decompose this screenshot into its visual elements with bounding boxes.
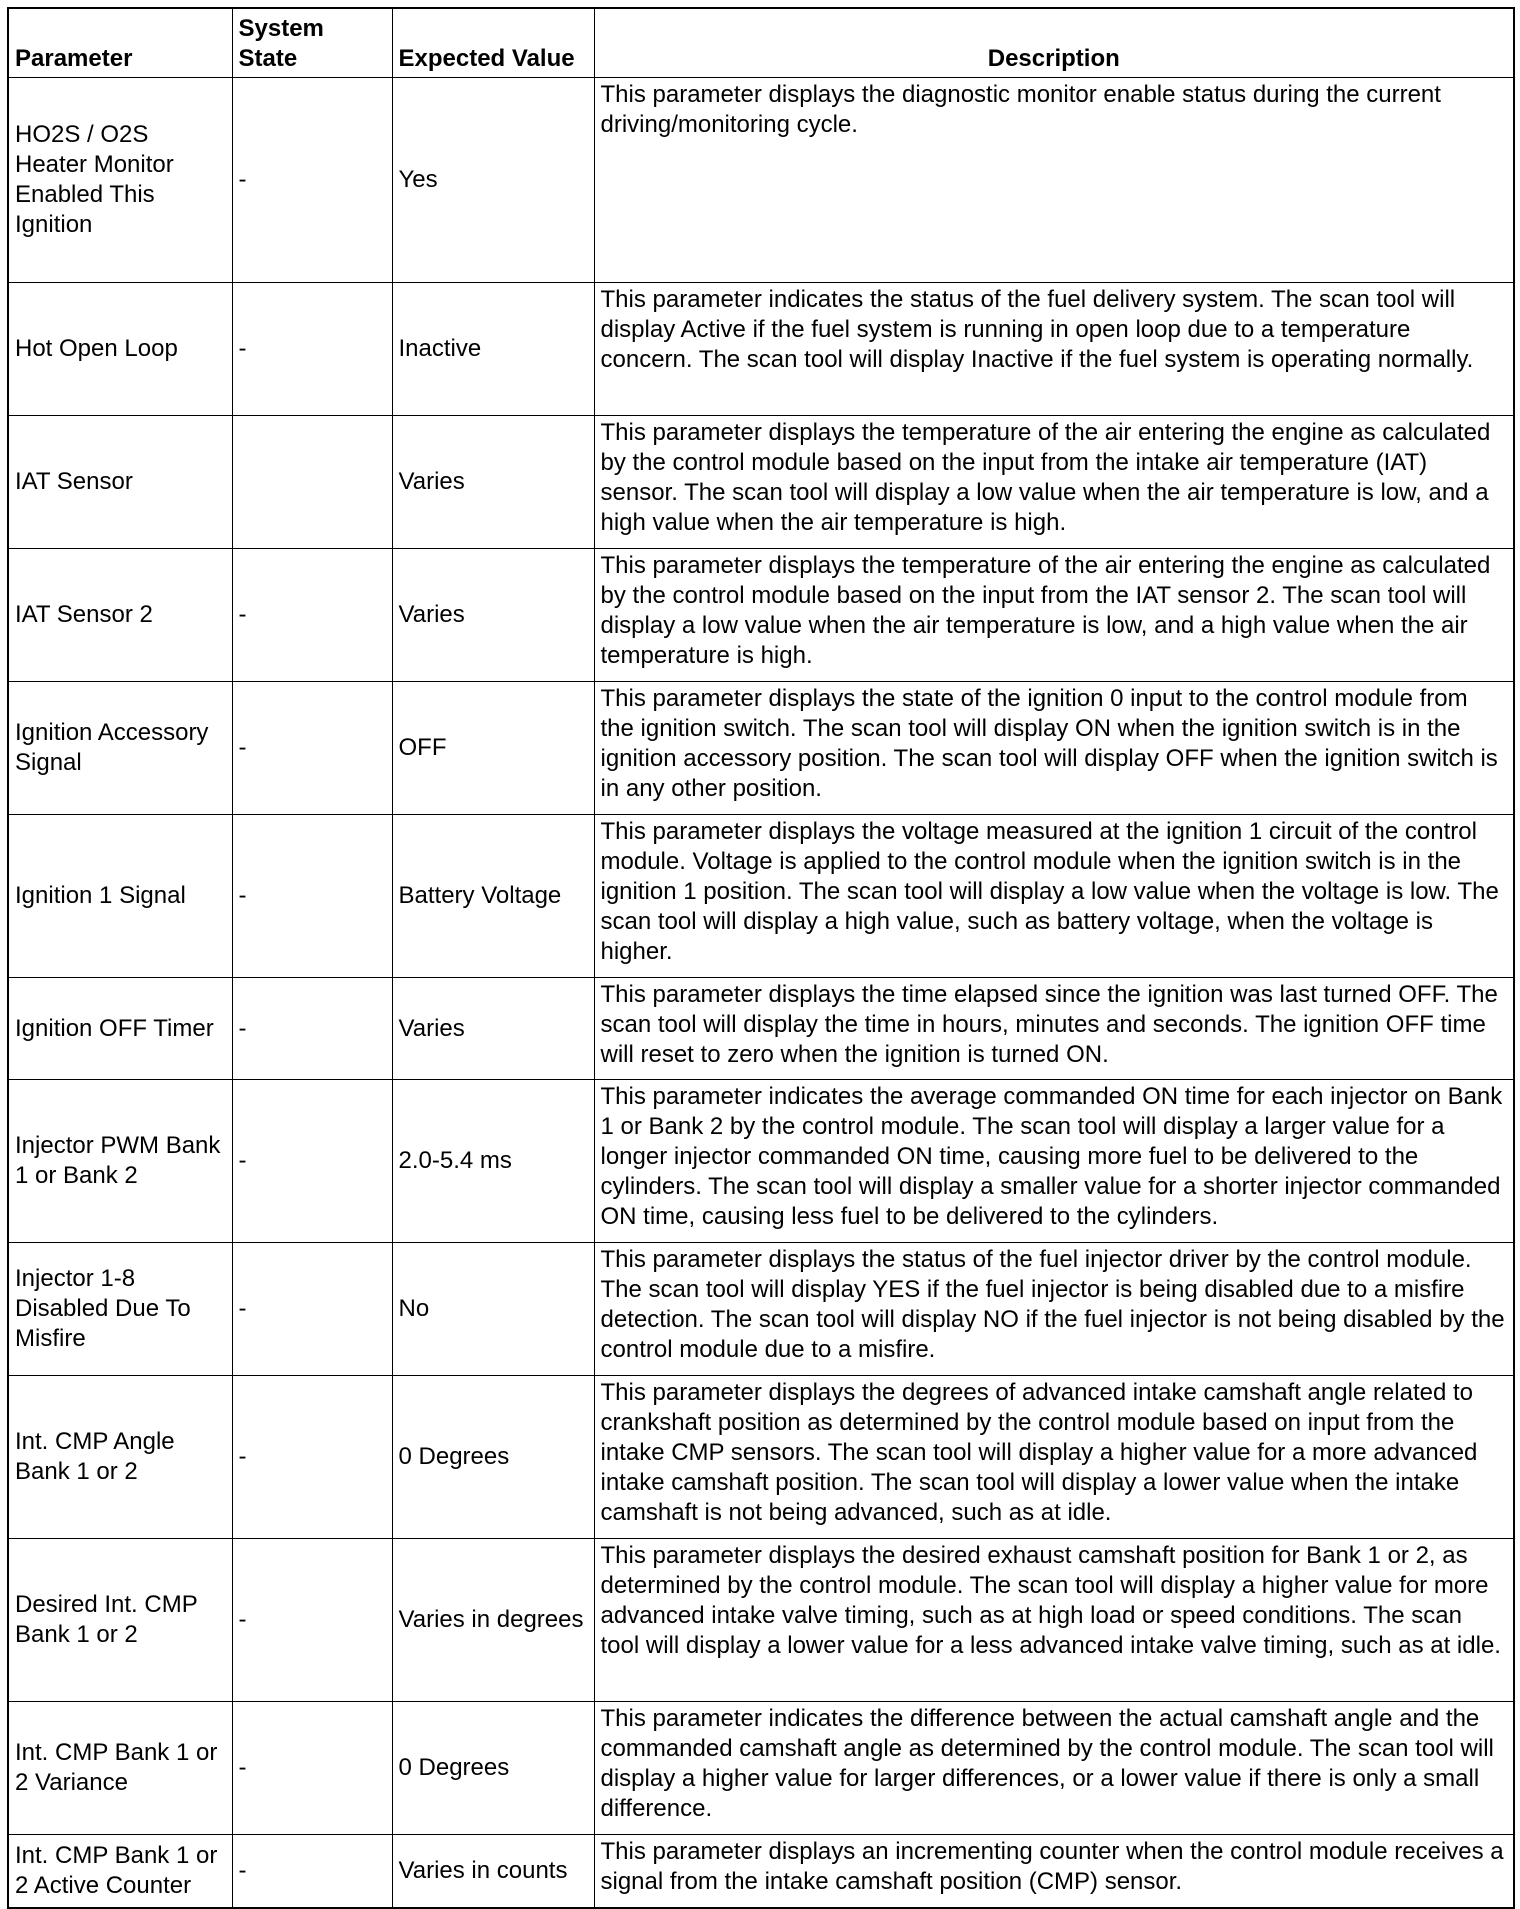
table-row xyxy=(8,1243,1514,1376)
cell-system-state: - xyxy=(232,283,392,416)
table-row xyxy=(8,1539,1514,1702)
cell-parameter: Ignition 1 Signal xyxy=(8,815,232,978)
cell-description: This parameter displays an incrementing counter when the control module receives a signal from the intake camshaft position (CMP) sensor. xyxy=(594,1835,1514,1908)
cell-expected-value: 2.0-5.4 ms xyxy=(392,1080,594,1243)
cell-system-state: - xyxy=(232,1835,392,1908)
cell-parameter: HO2S / O2S Heater Monitor Enabled This Ignition xyxy=(8,78,232,283)
cell-system-state: - xyxy=(232,1702,392,1835)
table-row xyxy=(8,1080,1514,1243)
cell-expected-value: Varies xyxy=(392,416,594,549)
cell-system-state: - xyxy=(232,549,392,682)
cell-expected-value: Varies xyxy=(392,978,594,1080)
cell-system-state: - xyxy=(232,1539,392,1702)
cell-system-state: - xyxy=(232,1243,392,1376)
cell-parameter: Ignition Accessory Signal xyxy=(8,682,232,815)
cell-expected-value: Varies in degrees xyxy=(392,1539,594,1702)
cell-system-state: - xyxy=(232,1376,392,1539)
cell-parameter: Int. CMP Bank 1 or 2 Active Counter xyxy=(8,1835,232,1908)
cell-description: This parameter displays the temperature of the air entering the engine as calculated by the control module based on the input from the IAT sensor 2. The scan tool will display a low value when the air temperature is low, and a high value when the air temperature is high. xyxy=(594,549,1514,682)
cell-parameter: IAT Sensor xyxy=(8,416,232,549)
cell-description: This parameter displays the status of the fuel injector driver by the control module. The scan tool will display YES if the fuel injector is being disabled due to a misfire detection. The scan tool will display NO if the fuel injector is not being disabled by the control module due to a misfire. xyxy=(594,1243,1514,1376)
header-parameter: Parameter xyxy=(8,8,232,78)
cell-system-state: - xyxy=(232,978,392,1080)
table-row xyxy=(8,78,1514,283)
cell-expected-value: No xyxy=(392,1243,594,1376)
header-expected-value: Expected Value xyxy=(392,8,594,78)
cell-parameter: Hot Open Loop xyxy=(8,283,232,416)
table-row xyxy=(8,283,1514,416)
cell-parameter: Int. CMP Bank 1 or 2 Variance xyxy=(8,1702,232,1835)
header-row xyxy=(8,8,1514,78)
parameter-table xyxy=(7,7,1515,1909)
cell-system-state: - xyxy=(232,815,392,978)
cell-system-state xyxy=(232,416,392,549)
cell-system-state: - xyxy=(232,78,392,283)
cell-expected-value: Yes xyxy=(392,78,594,283)
cell-description: This parameter indicates the average commanded ON time for each injector on Bank 1 or Bank 2 by the control module. The scan tool will display a larger value for a longer injector commanded ON time, causing more fuel to be delivered to the cylinders. The scan tool will display a smaller value for a shorter injector commanded ON time, causing less fuel to be delivered to the cylinders. xyxy=(594,1080,1514,1243)
cell-description: This parameter displays the voltage measured at the ignition 1 circuit of the control module. Voltage is applied to the control module when the ignition switch is in the ignition 1 position. The scan tool will display a low value when the voltage is low. The scan tool will display a high value, such as battery voltage, when the voltage is higher. xyxy=(594,815,1514,978)
table-row xyxy=(8,549,1514,682)
cell-parameter: Ignition OFF Timer xyxy=(8,978,232,1080)
cell-expected-value: Battery Voltage xyxy=(392,815,594,978)
table-row xyxy=(8,682,1514,815)
cell-description: This parameter displays the state of the ignition 0 input to the control module from the ignition switch. The scan tool will display ON when the ignition switch is in the ignition accessory position. The scan tool will display OFF when the ignition switch is in any other position. xyxy=(594,682,1514,815)
cell-expected-value: 0 Degrees xyxy=(392,1702,594,1835)
table-row xyxy=(8,1376,1514,1539)
cell-parameter: IAT Sensor 2 xyxy=(8,549,232,682)
cell-description: This parameter indicates the status of the fuel delivery system. The scan tool will display Active if the fuel system is running in open loop due to a temperature concern. The scan tool will display Inactive if the fuel system is operating normally. xyxy=(594,283,1514,416)
table-body xyxy=(8,78,1514,1908)
cell-description: This parameter indicates the difference between the actual camshaft angle and the commanded camshaft angle as determined by the control module. The scan tool will display a higher value for larger differences, or a lower value if there is only a small difference. xyxy=(594,1702,1514,1835)
cell-description: This parameter displays the diagnostic monitor enable status during the current driving/monitoring cycle. xyxy=(594,78,1514,283)
cell-expected-value: 0 Degrees xyxy=(392,1376,594,1539)
header-system-state: System State xyxy=(232,8,392,78)
cell-parameter: Desired Int. CMP Bank 1 or 2 xyxy=(8,1539,232,1702)
table-row xyxy=(8,1835,1514,1908)
table-row xyxy=(8,815,1514,978)
table-header xyxy=(8,8,1514,78)
cell-parameter: Int. CMP Angle Bank 1 or 2 xyxy=(8,1376,232,1539)
cell-description: This parameter displays the temperature of the air entering the engine as calculated by the control module based on the input from the intake air temperature (IAT) sensor. The scan tool will display a low value when the air temperature is low, and a high value when the air temperature is high. xyxy=(594,416,1514,549)
table-row xyxy=(8,416,1514,549)
cell-expected-value: Inactive xyxy=(392,283,594,416)
cell-expected-value: Varies xyxy=(392,549,594,682)
cell-description: This parameter displays the desired exhaust camshaft position for Bank 1 or 2, as determined by the control module. The scan tool will display a higher value for more advanced intake valve timing, such as at high load or speed conditions. The scan tool will display a lower value for a less advanced intake valve timing, such as at idle. xyxy=(594,1539,1514,1702)
cell-expected-value: Varies in counts xyxy=(392,1835,594,1908)
cell-description: This parameter displays the degrees of advanced intake camshaft angle related to crankshaft position as determined by the control module based on input from the intake CMP sensors. The scan tool will display a higher value for a more advanced intake camshaft position. The scan tool will display a lower value when the intake camshaft is not being advanced, such as at idle. xyxy=(594,1376,1514,1539)
header-description: Description xyxy=(594,8,1514,78)
table-row xyxy=(8,1702,1514,1835)
cell-system-state: - xyxy=(232,1080,392,1243)
cell-parameter: Injector 1-8 Disabled Due To Misfire xyxy=(8,1243,232,1376)
table-row xyxy=(8,978,1514,1080)
cell-expected-value: OFF xyxy=(392,682,594,815)
cell-description: This parameter displays the time elapsed since the ignition was last turned OFF. The scan tool will display the time in hours, minutes and seconds. The ignition OFF time will reset to zero when the ignition is turned ON. xyxy=(594,978,1514,1080)
cell-parameter: Injector PWM Bank 1 or Bank 2 xyxy=(8,1080,232,1243)
cell-system-state: - xyxy=(232,682,392,815)
